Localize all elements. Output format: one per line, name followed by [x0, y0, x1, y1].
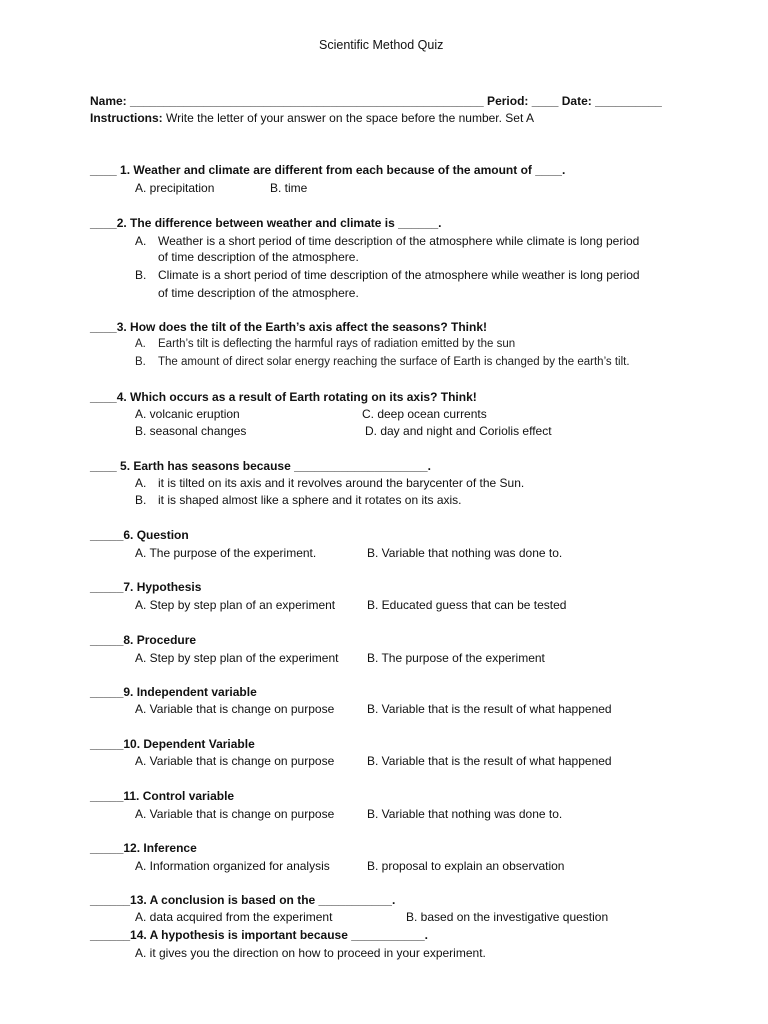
- q4-option-a: A. volcanic eruption: [135, 407, 240, 421]
- q1-option-b: B. time: [270, 181, 308, 195]
- q9-option-b: B. Variable that is the result of what happened: [367, 702, 612, 716]
- q7-option-a: A. Step by step plan of an experiment: [135, 598, 336, 612]
- q2-option-a-line2: of time description of the atmosphere.: [158, 250, 359, 264]
- q5-option-b-letter: B.: [135, 493, 147, 507]
- q2-option-a-letter: A.: [135, 234, 147, 248]
- q11-option-b: B. Variable that nothing was done to.: [367, 807, 563, 821]
- question-9: _____9. Independent variable: [90, 685, 257, 699]
- q2-option-b-line1: Climate is a short period of time description of the atmosphere while weather is long period: [158, 268, 640, 282]
- q5-option-b: it is shaped almost like a sphere and it rotates on its axis.: [158, 493, 462, 507]
- q2-option-b-line2: of time description of the atmosphere.: [158, 286, 359, 300]
- q2-option-b-letter: B.: [135, 268, 147, 282]
- instructions-text: Write the letter of your answer on the space before the number. Set A: [162, 111, 534, 125]
- question-3: ____3. How does the tilt of the Earth’s axis affect the seasons? Think!: [90, 320, 487, 334]
- q2-option-a-line1: Weather is a short period of time description of the atmosphere while climate is long period: [158, 234, 640, 248]
- q9-option-a: A. Variable that is change on purpose: [135, 702, 335, 716]
- question-10: _____10. Dependent Variable: [90, 737, 255, 751]
- q5-option-a: it is tilted on its axis and it revolves around the barycenter of the Sun.: [158, 476, 525, 490]
- instructions-label: Instructions:: [90, 111, 163, 125]
- question-13: ______13. A conclusion is based on the ___________.: [90, 893, 396, 907]
- q7-option-b: B. Educated guess that can be tested: [367, 598, 567, 612]
- q4-option-b: B. seasonal changes: [135, 424, 247, 438]
- q14-option-a: A. it gives you the direction on how to proceed in your experiment.: [135, 946, 486, 960]
- q13-option-a: A. data acquired from the experiment: [135, 910, 333, 924]
- question-7: _____7. Hypothesis: [90, 580, 202, 594]
- q8-option-a: A. Step by step plan of the experiment: [135, 651, 339, 665]
- q3-option-a: Earth’s tilt is deflecting the harmful rays of radiation emitted by the sun: [158, 338, 516, 350]
- question-4: ____4. Which occurs as a result of Earth rotating on its axis? Think!: [90, 390, 477, 404]
- q1-option-a: A. precipitation: [135, 181, 215, 195]
- q12-option-a: A. Information organized for analysis: [135, 859, 330, 873]
- q10-option-b: B. Variable that is the result of what happened: [367, 754, 612, 768]
- q3-option-b: The amount of direct solar energy reaching the surface of Earth is changed by the earth’s tilt.: [158, 356, 630, 368]
- question-12: _____12. Inference: [90, 841, 197, 855]
- name-period-date-line: Name: _____________________________________________________ Period: ____ Date: __________: [90, 94, 662, 108]
- q3-option-b-letter: B.: [135, 356, 146, 368]
- question-14: ______14. A hypothesis is important because ___________.: [90, 928, 428, 942]
- q6-option-b: B. Variable that nothing was done to.: [367, 546, 563, 560]
- question-8: _____8. Procedure: [90, 633, 197, 647]
- q4-option-c: C. deep ocean currents: [362, 407, 487, 421]
- q6-option-a: A. The purpose of the experiment.: [135, 546, 317, 560]
- instructions: [90, 110, 534, 126]
- q13-option-b: B. based on the investigative question: [406, 910, 609, 924]
- question-5: ____ 5. Earth has seasons because ____________________.: [90, 459, 431, 473]
- question-1: ____ 1. Weather and climate are different from each because of the amount of ____.: [90, 163, 566, 177]
- q3-option-a-letter: A.: [135, 338, 146, 350]
- q4-option-d: D. day and night and Coriolis effect: [365, 424, 552, 438]
- q12-option-b: B. proposal to explain an observation: [367, 859, 565, 873]
- q11-option-a: A. Variable that is change on purpose: [135, 807, 335, 821]
- page-title: Scientific Method Quiz: [319, 38, 444, 52]
- q8-option-b: B. The purpose of the experiment: [367, 651, 545, 665]
- question-6: _____6. Question: [90, 528, 189, 542]
- question-11: _____11. Control variable: [90, 789, 235, 803]
- question-2: ____2. The difference between weather and climate is ______.: [90, 216, 442, 230]
- q5-option-a-letter: A.: [135, 476, 147, 490]
- q10-option-a: A. Variable that is change on purpose: [135, 754, 335, 768]
